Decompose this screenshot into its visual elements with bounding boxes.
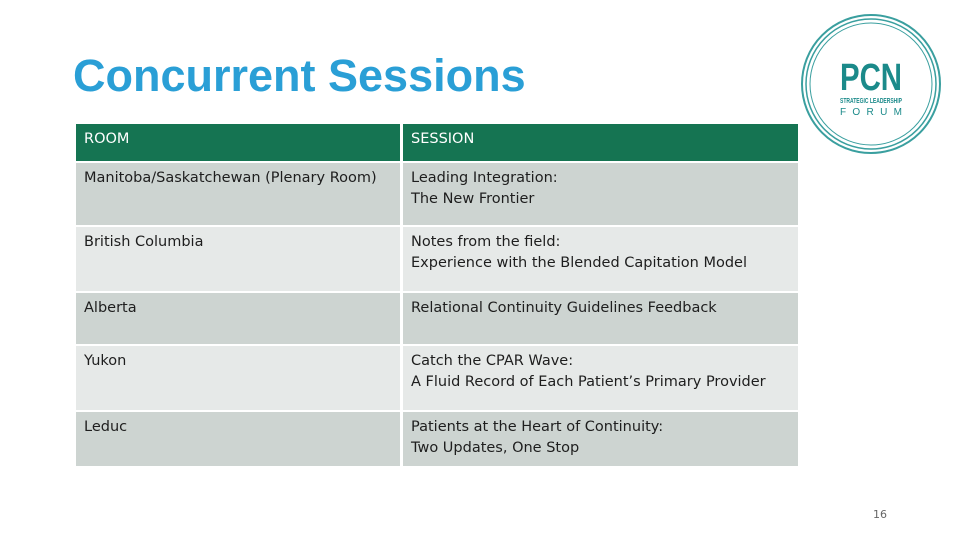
- table-row: [76, 227, 798, 291]
- logo-sub-text: STRATEGIC LEADERSHIP: [840, 98, 903, 105]
- table-row: [76, 412, 798, 466]
- pcn-forum-logo: [799, 12, 943, 156]
- session-cell: [403, 412, 798, 466]
- session-line: Catch the CPAR Wave:: [411, 353, 574, 369]
- logo-graphic: [799, 12, 943, 156]
- room-cell: Leduc: [76, 412, 400, 466]
- table-row: [76, 346, 798, 410]
- room-cell: Yukon: [76, 346, 400, 410]
- page-number: 16: [873, 508, 887, 521]
- slide-title: Concurrent Sessions: [73, 50, 526, 101]
- session-cell: [403, 227, 798, 291]
- room-cell: Manitoba/Saskatchewan (Plenary Room): [76, 163, 400, 225]
- table-header-row: [76, 124, 798, 161]
- table-row: [76, 293, 798, 344]
- session-line: Notes from the field:: [411, 234, 561, 250]
- session-cell: [403, 293, 798, 344]
- session-cell: [403, 163, 798, 225]
- session-line: Leading Integration:: [411, 170, 558, 186]
- session-line: The New Frontier: [411, 191, 535, 207]
- logo-main-text: PCN: [840, 57, 902, 99]
- logo-forum-text: F O R U M: [840, 107, 902, 118]
- room-cell: Alberta: [76, 293, 400, 344]
- table-row: [76, 163, 798, 225]
- session-line: A Fluid Record of Each Patient’s Primary Provider: [411, 374, 766, 390]
- room-cell: British Columbia: [76, 227, 400, 291]
- session-line: Patients at the Heart of Continuity:: [411, 419, 664, 435]
- sessions-table: [73, 122, 801, 468]
- session-line: Relational Continuity Guidelines Feedback: [411, 300, 717, 316]
- session-line: Two Updates, One Stop: [411, 440, 580, 456]
- session-line: Experience with the Blended Capitation Model: [411, 255, 748, 271]
- header-room: ROOM: [76, 124, 400, 161]
- header-session: SESSION: [403, 124, 798, 161]
- session-cell: [403, 346, 798, 410]
